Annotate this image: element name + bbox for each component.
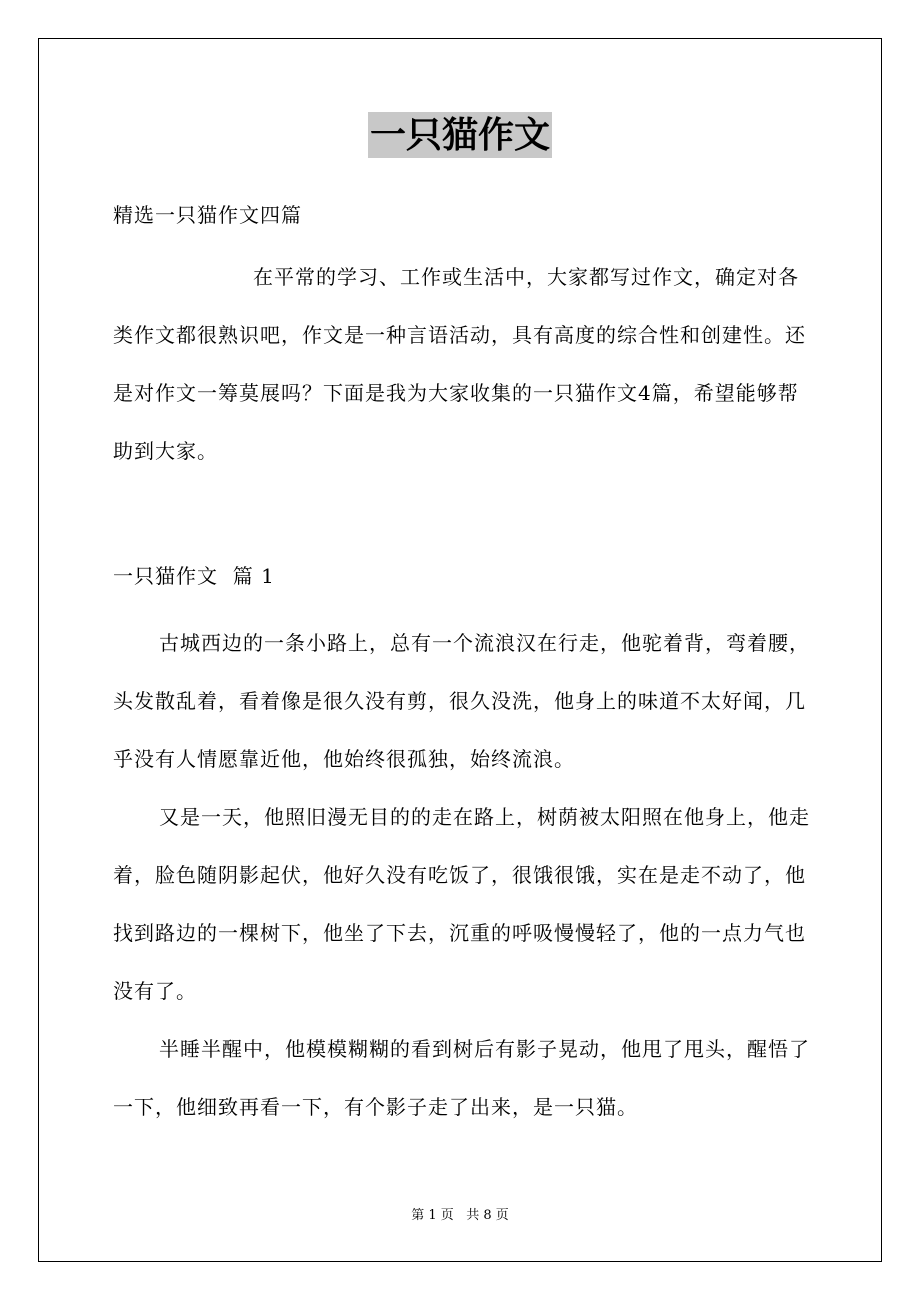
page-footer <box>0 1206 920 1226</box>
section-heading: 一只猫作文 篇 1 <box>113 564 275 588</box>
page-number: 第 1 页 共 8 页 <box>411 1208 509 1223</box>
body-paragraph-1: 古城西边的一条小路上，总有一个流浪汉在行走，他驼着背，弯着腰，头发散乱着，看着像是很久没有剪，很久没洗，他身上的味道不太好闻，几乎没有人情愿靠近他，他始终很孤独，始终流浪。 <box>113 631 810 771</box>
document-title: 一只猫作文 <box>369 114 550 156</box>
body-paragraph-3: 半睡半醒中，他模模糊糊的看到树后有影子晃动，他甩了甩头，醒悟了一下，他细致再看一下，有个影子走了出来，是一只猫。 <box>113 1037 810 1119</box>
body-paragraph-2: 又是一天，他照旧漫无目的的走在路上，树荫被太阳照在他身上，他走着，脸色随阴影起伏，他好久没有吃饭了，很饿很饿，实在是走不动了，他找到路边的一棵树下，他坐了下去，沉重的呼吸慢慢轻了，他的一点力气也没有了。 <box>113 805 810 1003</box>
intro-paragraph: 在平常的学习、工作或生活中，大家都写过作文，确定对各类作文都很熟识吧，作文是一种言语活动，具有高度的综合性和创建性。还是对作文一筹莫展吗？下面是我为大家收集的一只猫作文4篇，希望能够帮助到大家。 <box>113 265 806 463</box>
document-subtitle: 精选一只猫作文四篇 <box>113 203 302 227</box>
title-container <box>0 112 920 158</box>
